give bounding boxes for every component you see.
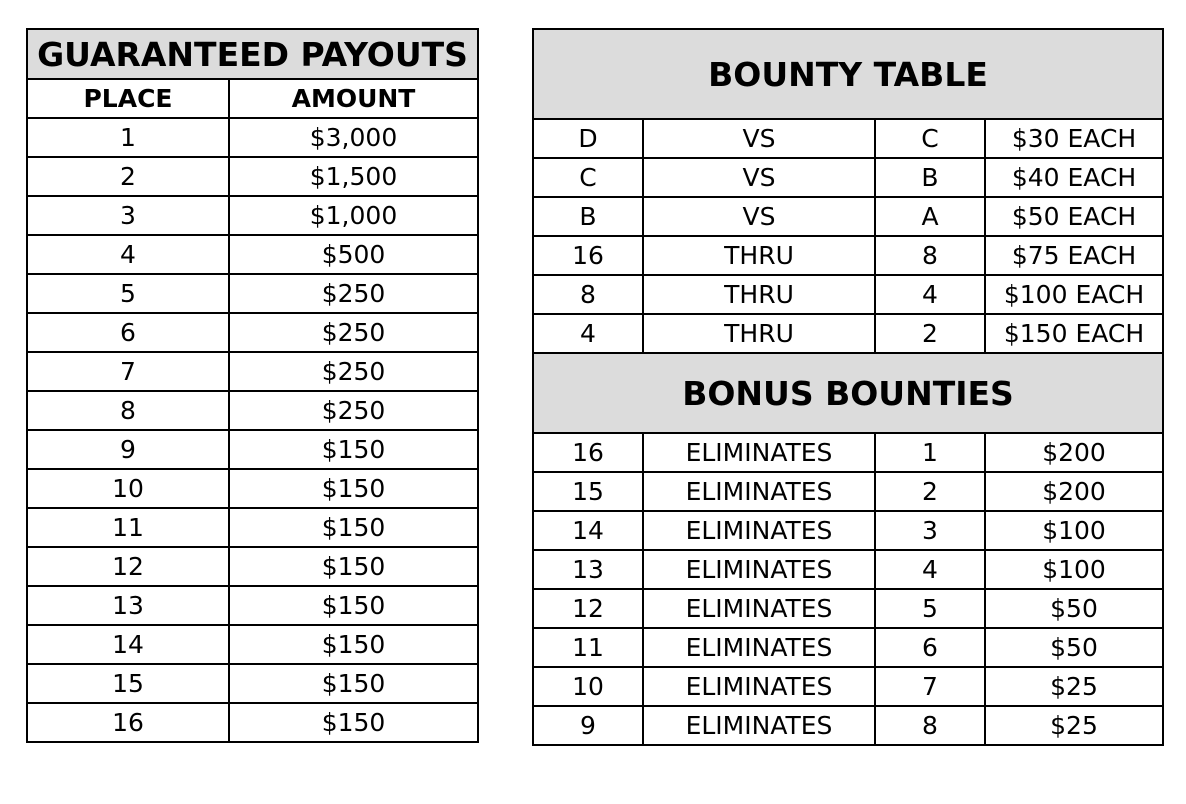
payout-amount: $3,000 (229, 118, 478, 157)
payout-place: 1 (27, 118, 229, 157)
payout-place: 8 (27, 391, 229, 430)
payout-row (27, 703, 478, 742)
bounty-table-title: BOUNTY TABLE (533, 29, 1163, 119)
payout-row (27, 469, 478, 508)
bounty-from: B (533, 197, 643, 236)
bonus-row (533, 433, 1163, 472)
bounty-relation: VS (643, 158, 875, 197)
payout-place: 11 (27, 508, 229, 547)
bonus-row (533, 550, 1163, 589)
payout-place: 12 (27, 547, 229, 586)
payout-row (27, 547, 478, 586)
payout-row (27, 391, 478, 430)
payout-amount: $150 (229, 469, 478, 508)
bonus-row (533, 589, 1163, 628)
payout-row (27, 274, 478, 313)
payout-amount: $150 (229, 508, 478, 547)
bounty-row (533, 236, 1163, 275)
bonus-eliminated: 8 (875, 706, 985, 745)
payout-row (27, 313, 478, 352)
payout-amount: $500 (229, 235, 478, 274)
payout-amount: $250 (229, 352, 478, 391)
bounty-amount: $150 EACH (985, 314, 1163, 353)
bonus-eliminator: 9 (533, 706, 643, 745)
bounty-amount: $100 EACH (985, 275, 1163, 314)
bounty-to: C (875, 119, 985, 158)
guaranteed-payouts-table (26, 28, 479, 743)
payout-place: 2 (27, 157, 229, 196)
payout-place: 9 (27, 430, 229, 469)
payout-row (27, 586, 478, 625)
payout-place: 3 (27, 196, 229, 235)
bounty-from: C (533, 158, 643, 197)
bonus-eliminated: 5 (875, 589, 985, 628)
payout-row (27, 625, 478, 664)
bounty-from: 8 (533, 275, 643, 314)
payout-place: 6 (27, 313, 229, 352)
payouts-title: GUARANTEED PAYOUTS (27, 29, 478, 79)
bonus-row (533, 472, 1163, 511)
payout-row (27, 352, 478, 391)
payout-place: 4 (27, 235, 229, 274)
bounty-row (533, 197, 1163, 236)
bounty-from: 16 (533, 236, 643, 275)
payout-row (27, 664, 478, 703)
amount-column-header: AMOUNT (229, 79, 478, 118)
bonus-row (533, 706, 1163, 745)
bonus-amount: $50 (985, 589, 1163, 628)
bonus-eliminated: 2 (875, 472, 985, 511)
payouts-title-row (27, 29, 478, 79)
bonus-amount: $100 (985, 550, 1163, 589)
bounty-body (533, 29, 1163, 745)
bounty-to: A (875, 197, 985, 236)
payout-row (27, 508, 478, 547)
bonus-amount: $25 (985, 706, 1163, 745)
payouts-body (27, 29, 478, 742)
bonus-row (533, 667, 1163, 706)
bounty-relation: VS (643, 197, 875, 236)
bonus-eliminated: 4 (875, 550, 985, 589)
bounty-row (533, 275, 1163, 314)
bonus-eliminated: 6 (875, 628, 985, 667)
bonus-relation: ELIMINATES (643, 433, 875, 472)
payout-place: 5 (27, 274, 229, 313)
bonus-eliminator: 12 (533, 589, 643, 628)
bounty-table (532, 28, 1164, 746)
bonus-row (533, 511, 1163, 550)
bounty-amount: $30 EACH (985, 119, 1163, 158)
bonus-eliminated: 1 (875, 433, 985, 472)
bounty-amount: $75 EACH (985, 236, 1163, 275)
payout-amount: $250 (229, 313, 478, 352)
bounty-relation: THRU (643, 236, 875, 275)
bonus-title-row (533, 353, 1163, 433)
payout-amount: $150 (229, 625, 478, 664)
payout-place: 13 (27, 586, 229, 625)
bonus-eliminator: 16 (533, 433, 643, 472)
bounty-from: D (533, 119, 643, 158)
place-column-header: PLACE (27, 79, 229, 118)
bonus-eliminator: 15 (533, 472, 643, 511)
bounty-relation: THRU (643, 314, 875, 353)
bounty-row (533, 314, 1163, 353)
bonus-eliminator: 13 (533, 550, 643, 589)
payout-row (27, 196, 478, 235)
bonus-relation: ELIMINATES (643, 706, 875, 745)
payouts-header-row (27, 79, 478, 118)
payout-place: 7 (27, 352, 229, 391)
bounty-to: B (875, 158, 985, 197)
payout-place: 14 (27, 625, 229, 664)
bonus-eliminated: 3 (875, 511, 985, 550)
bounty-relation: VS (643, 119, 875, 158)
payout-amount: $1,500 (229, 157, 478, 196)
bonus-relation: ELIMINATES (643, 550, 875, 589)
bounty-relation: THRU (643, 275, 875, 314)
bounty-to: 2 (875, 314, 985, 353)
payout-amount: $150 (229, 703, 478, 742)
bonus-amount: $200 (985, 433, 1163, 472)
bonus-amount: $25 (985, 667, 1163, 706)
payout-amount: $250 (229, 391, 478, 430)
bonus-amount: $100 (985, 511, 1163, 550)
bounty-amount: $40 EACH (985, 158, 1163, 197)
payout-row (27, 235, 478, 274)
payout-amount: $150 (229, 586, 478, 625)
payout-place: 10 (27, 469, 229, 508)
payout-row (27, 157, 478, 196)
bonus-eliminated: 7 (875, 667, 985, 706)
bonus-relation: ELIMINATES (643, 589, 875, 628)
bonus-eliminator: 10 (533, 667, 643, 706)
bounty-to: 8 (875, 236, 985, 275)
payout-amount: $150 (229, 430, 478, 469)
bonus-relation: ELIMINATES (643, 472, 875, 511)
payout-place: 15 (27, 664, 229, 703)
payout-amount: $250 (229, 274, 478, 313)
bonus-amount: $200 (985, 472, 1163, 511)
payout-amount: $150 (229, 664, 478, 703)
bounty-row (533, 119, 1163, 158)
bonus-eliminator: 11 (533, 628, 643, 667)
bounty-title-row (533, 29, 1163, 119)
bonus-amount: $50 (985, 628, 1163, 667)
payout-amount: $1,000 (229, 196, 478, 235)
bonus-relation: ELIMINATES (643, 628, 875, 667)
bonus-eliminator: 14 (533, 511, 643, 550)
bonus-bounties-title: BONUS BOUNTIES (533, 353, 1163, 433)
payout-place: 16 (27, 703, 229, 742)
bonus-relation: ELIMINATES (643, 667, 875, 706)
payout-amount: $150 (229, 547, 478, 586)
bounty-from: 4 (533, 314, 643, 353)
payout-row (27, 118, 478, 157)
bounty-to: 4 (875, 275, 985, 314)
payout-row (27, 430, 478, 469)
bonus-row (533, 628, 1163, 667)
bounty-row (533, 158, 1163, 197)
bounty-amount: $50 EACH (985, 197, 1163, 236)
bonus-relation: ELIMINATES (643, 511, 875, 550)
